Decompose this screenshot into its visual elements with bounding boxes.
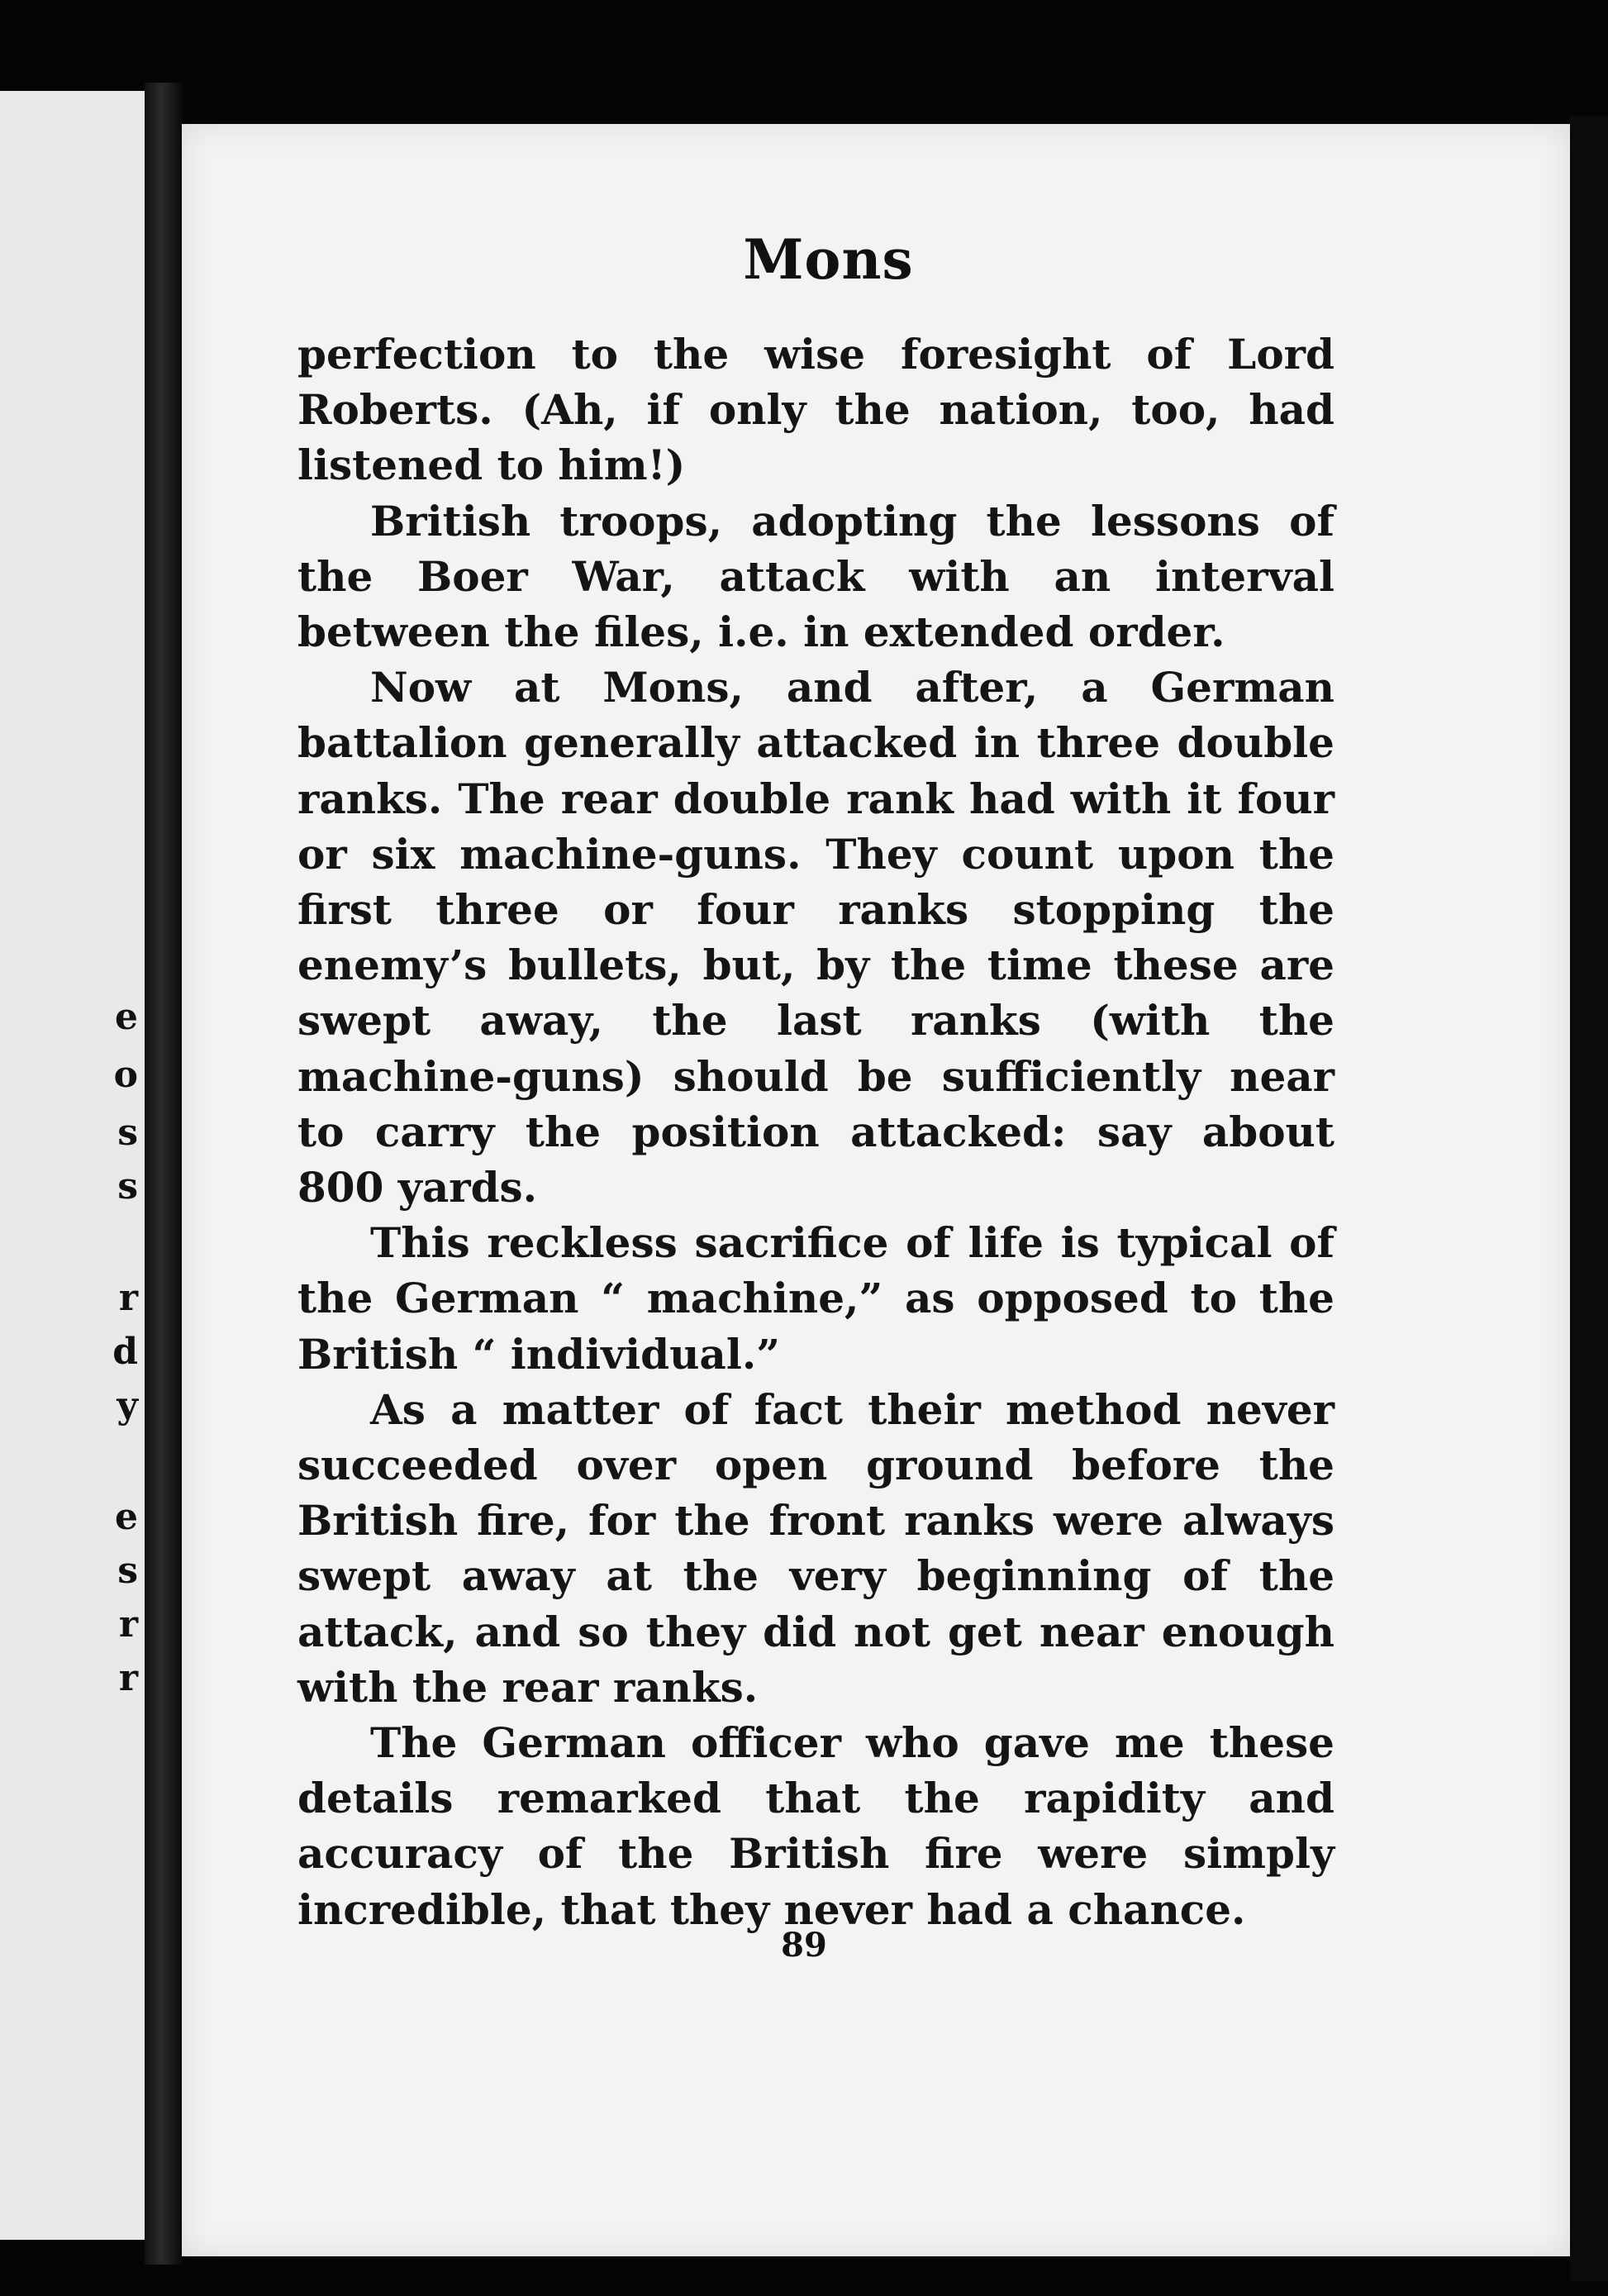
facing-page-letter: s bbox=[117, 1550, 138, 1592]
facing-page-letter: e bbox=[115, 1496, 138, 1538]
facing-page-letter: r bbox=[118, 1277, 138, 1319]
paragraph: The German officer who gave me these details remarked that the rapidity and accuracy of the British fire were simply incredible, that they never had a chance. bbox=[297, 1718, 1334, 1934]
paragraph: perfection to the wise foresight of Lord Roberts. (Ah, if only the nation, too, had listened to him!) bbox=[297, 330, 1334, 490]
facing-page-letter: e bbox=[115, 996, 138, 1038]
facing-page-letter: s bbox=[117, 1165, 138, 1208]
paragraph: Now at Mons, and after, a German battalion generally attacked in three double ranks. The rear double rank had with it four or six machine-guns. They count upon the first three or four ranks stopping the enemy’s bullets, but, by the time these are swept away, the last ranks (with the machine-guns) should be sufficiently near to carry the position attacked: say about 800 yards. bbox=[297, 663, 1334, 1212]
facing-page-letter: r bbox=[118, 1657, 138, 1699]
facing-page-letter: s bbox=[117, 1112, 138, 1154]
facing-page-letter: r bbox=[118, 1603, 138, 1646]
paragraph: As a matter of fact their method never succeeded over open ground before the British fire, for the front ranks were always swept away at the very beginning of the attack, and so they did not get near enough with the rear ranks. bbox=[297, 1384, 1334, 1712]
facing-page-edge bbox=[0, 91, 145, 2240]
page-title: Mons bbox=[743, 227, 914, 292]
paragraph: This reckless sacrifice of life is typical of the German “ machine,” as opposed to the British “ individual.” bbox=[297, 1218, 1334, 1379]
facing-page-letter: d bbox=[112, 1331, 138, 1373]
facing-page-letter: y bbox=[117, 1384, 138, 1427]
body-text bbox=[297, 326, 1334, 1937]
paragraph: British troops, adopting the lessons of the Boer War, attack with an interval between the files, i.e. in extended order. bbox=[297, 496, 1334, 657]
page-number: 89 bbox=[781, 1926, 827, 1965]
facing-page-letter: o bbox=[113, 1054, 138, 1096]
